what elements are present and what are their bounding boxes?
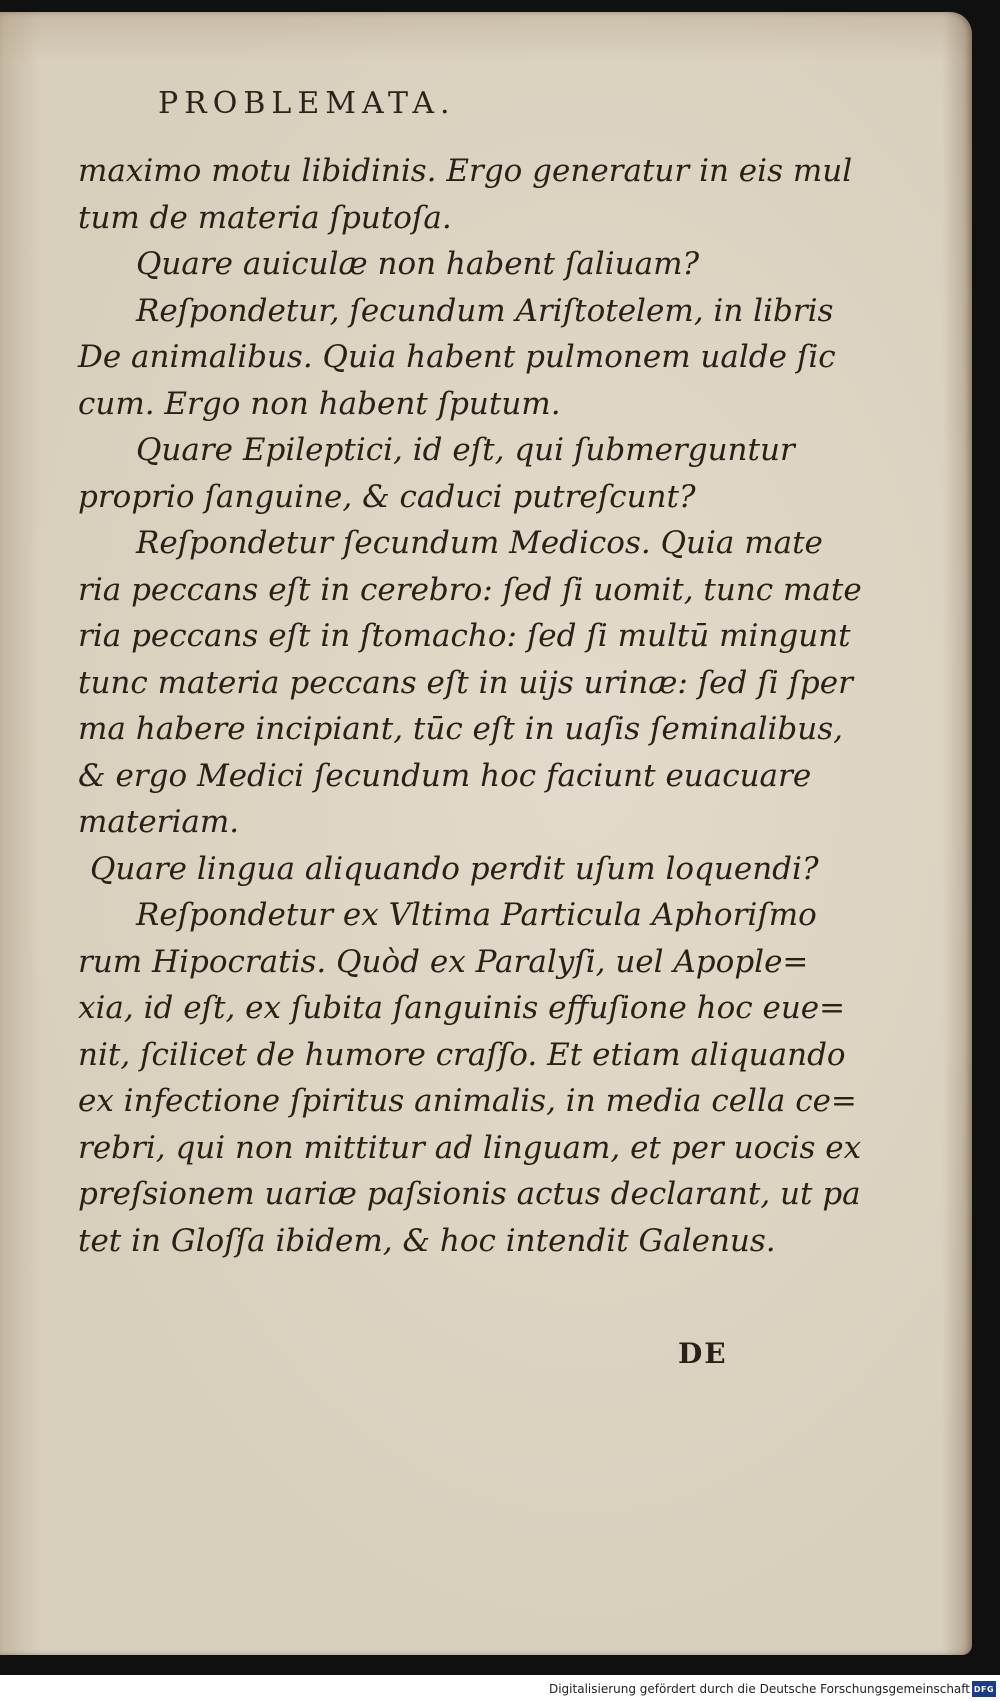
text-line: ria peccans eſt in ſtomacho: ſed ſi multū mingunt [78, 618, 851, 654]
text-line: tet in Gloſſa ibidem, & hoc intendit Galenus. [78, 1222, 776, 1259]
body-text [78, 148, 862, 1264]
answer-line: Reſpondetur, ſecundum Ariſtotelem, in libris [136, 292, 834, 329]
text-line: rebri, qui non mittitur ad linguam, et per uocis ex [78, 1129, 862, 1166]
answer-line: Reſpondetur ſecundum Medicos. Quia mate [136, 525, 823, 561]
text-line: proprio ſanguine, & caduci putreſcunt? [78, 478, 696, 515]
text-line: maximo motu libidinis. Ergo generatur in eis mul [78, 153, 853, 189]
text-line: xia, id eſt, ex ſubita ſanguinis effuſione hoc eue= [78, 990, 846, 1026]
footer-bar [0, 1675, 1000, 1701]
question-line: Quare lingua aliquando perdit uſum loquendi? [90, 850, 819, 887]
question-line: Quare Epileptici, id eſt, qui ſubmerguntur [136, 432, 795, 468]
dfg-logo-icon: DFG [972, 1681, 996, 1697]
text-line: De animalibus. Quia habent pulmonem ualde ſic [78, 339, 836, 375]
funding-credit: Digitalisierung gefördert durch die Deutsche Forschungsgemeinschaft [548, 1682, 970, 1696]
catchword: DE [678, 1337, 728, 1370]
text-line: ria peccans eſt in cerebro: ſed ſi uomit, tunc mate [78, 571, 862, 608]
running-head: PROBLEMATA. [158, 86, 456, 121]
text-line: rum Hipocratis. Quòd ex Paralyſi, uel Apople= [78, 943, 809, 980]
text-line: tunc materia peccans eſt in uijs urinæ: ſed ſi ſper [78, 664, 853, 701]
text-line: tum de materia ſputoſa. [78, 199, 452, 236]
answer-line: Reſpondetur ex Vltima Particula Aphoriſmo [136, 897, 817, 933]
text-line: ma habere incipiant, tūc eſt in uaſis ſeminalibus, [78, 711, 843, 747]
text-line: ex infectione ſpiritus animalis, in media cella ce= [78, 1083, 857, 1119]
book-page [0, 12, 972, 1655]
text-line: nit, ſcilicet de humore craſſo. Et etiam aliquando [78, 1036, 846, 1073]
question-line: Quare auiculæ non habent ſaliuam? [136, 246, 700, 282]
text-line: cum. Ergo non habent ſputum. [78, 385, 561, 422]
text-line: & ergo Medici ſecundum hoc faciunt euacuare [78, 757, 812, 794]
text-line: materiam. [78, 804, 240, 840]
text-line: preſsionem uariæ paſsionis actus declarant, ut pa [78, 1176, 861, 1212]
